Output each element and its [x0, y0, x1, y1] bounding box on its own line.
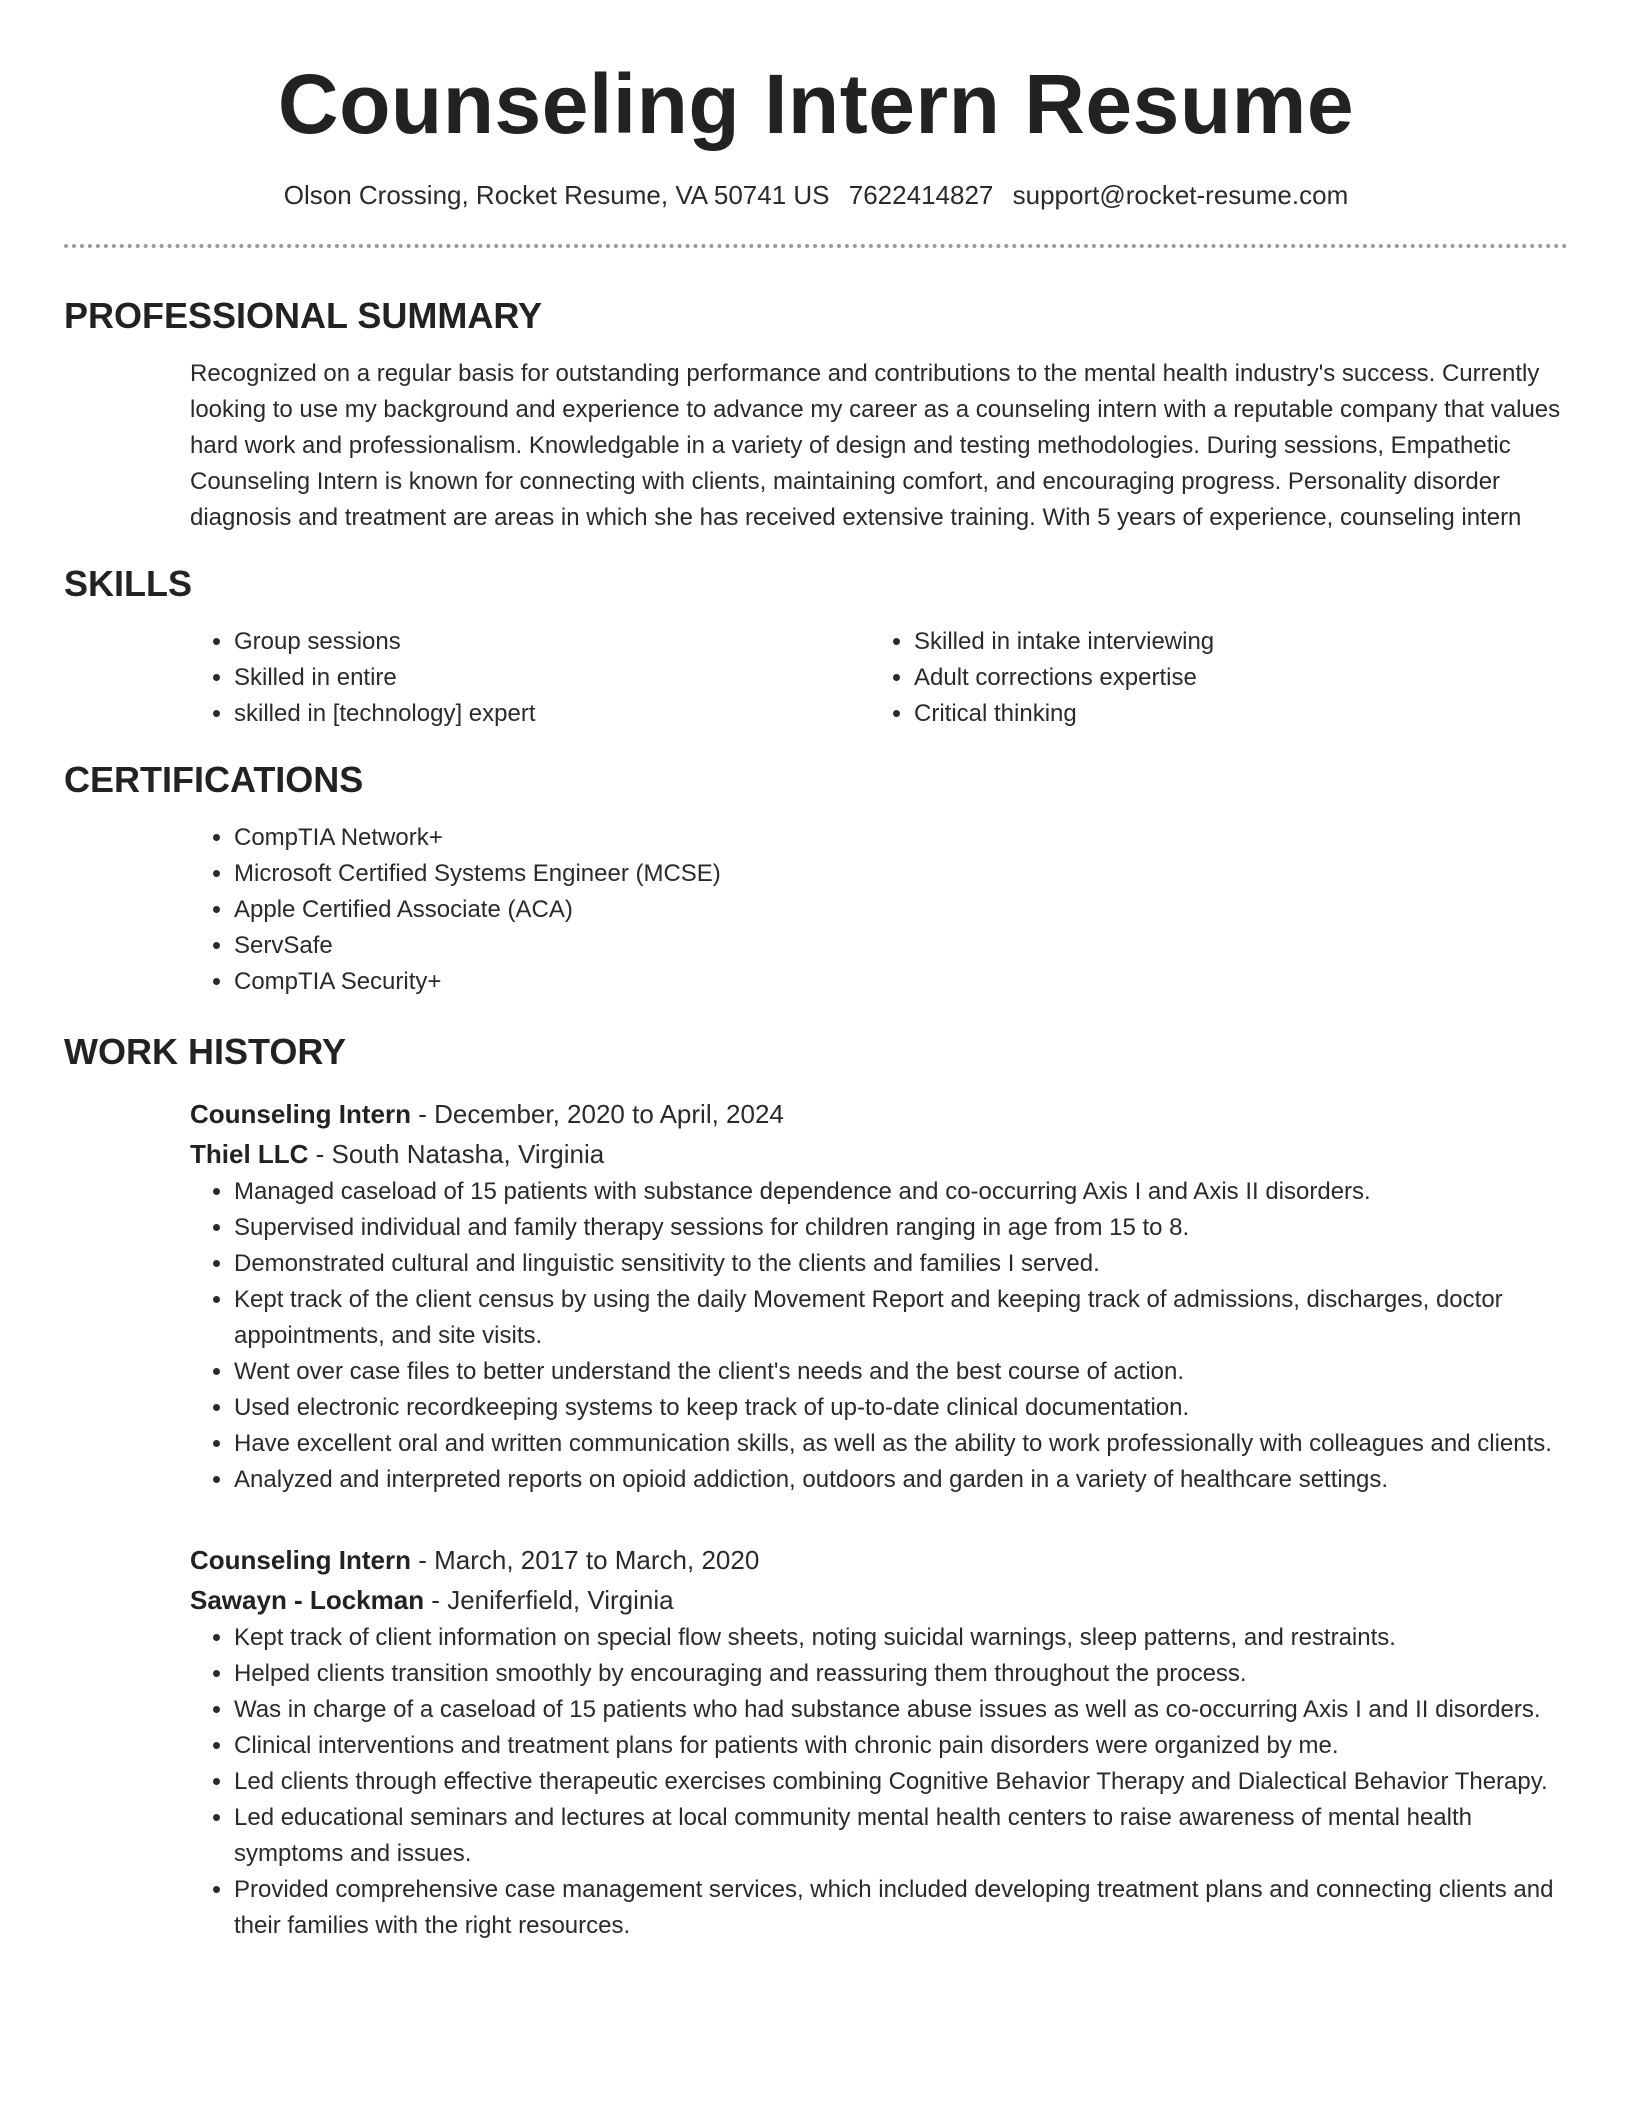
header-divider [64, 244, 1568, 248]
job-bullet: • Kept track of client information on special flow sheets, noting suicidal warnings, sleep patterns, and restraints. [234, 1620, 1568, 1656]
job-company: Thiel LLC [190, 1139, 309, 1169]
summary-heading: PROFESSIONAL SUMMARY [64, 295, 543, 336]
skill-item: • Skilled in intake interviewing [914, 624, 1550, 660]
job-bullet: • Have excellent oral and written communication skills, as well as the ability to work professionally with colleagues and clients. [234, 1426, 1568, 1462]
job-company-line: Sawayn - Lockman - Jeniferfield, Virginia [190, 1585, 674, 1615]
job-bullet: • Kept track of the client census by using the daily Movement Report and keeping track of admissions, discharges, doctor appointments, and site visits. [234, 1282, 1568, 1354]
job-company-line: Thiel LLC - South Natasha, Virginia [190, 1139, 605, 1169]
job-location: South Natasha, Virginia [331, 1139, 605, 1169]
skills-column-right [870, 624, 1550, 732]
certifications-section [64, 758, 1568, 1000]
work-history-section [64, 1030, 1568, 1944]
contact-address: Olson Crossing, Rocket Resume, VA 50741 US [283, 180, 830, 210]
certification-item: • CompTIA Security+ [234, 964, 1568, 1000]
job-bullet: • Analyzed and interpreted reports on opioid addiction, outdoors and garden in a variety of healthcare settings. [234, 1462, 1568, 1498]
contact-line [64, 178, 1568, 212]
job-dates: December, 2020 to April, 2024 [434, 1099, 784, 1129]
skills-section [64, 562, 1568, 732]
job-bullet: • Managed caseload of 15 patients with substance dependence and co-occurring Axis I and Axis II disorders. [234, 1174, 1568, 1210]
certifications-list [64, 820, 1568, 1000]
certification-item: • Apple Certified Associate (ACA) [234, 892, 1568, 928]
job-bullets [190, 1620, 1568, 1944]
certification-item: • Microsoft Certified Systems Engineer (MCSE) [234, 856, 1568, 892]
job-title-line: Counseling Intern - December, 2020 to April, 2024 [190, 1099, 784, 1129]
contact-email: support@rocket-resume.com [1012, 180, 1349, 210]
skills-grid [64, 624, 1568, 732]
job-bullets [190, 1174, 1568, 1498]
job-company: Sawayn - Lockman [190, 1585, 425, 1615]
work-history-heading: WORK HISTORY [64, 1031, 347, 1072]
skill-item: • Critical thinking [914, 696, 1550, 732]
job-bullet: • Provided comprehensive case management services, which included developing treatment plans and connecting clients and their families with the right resources. [234, 1872, 1568, 1944]
skills-heading: SKILLS [64, 563, 193, 604]
skill-item: • Skilled in entire [234, 660, 870, 696]
resume-title: Counseling Intern Resume [277, 57, 1355, 151]
job-bullet: • Was in charge of a caseload of 15 patients who had substance abuse issues as well as co-occurring Axis I and II disorders. [234, 1692, 1568, 1728]
job-bullet: • Clinical interventions and treatment plans for patients with chronic pain disorders were organized by me. [234, 1728, 1568, 1764]
job-bullet: • Went over case files to better understand the client's needs and the best course of action. [234, 1354, 1568, 1390]
job-bullet: • Led clients through effective therapeutic exercises combining Cognitive Behavior Therapy and Dialectical Behavior Therapy. [234, 1764, 1568, 1800]
summary-text: Recognized on a regular basis for outstanding performance and contributions to the mental health industry's success. Currently looking to use my background and experience to advance my career as a counseling intern with a reputable company that values hard work and professionalism. Knowledgable in a variety of design and testing methodologies. During sessions, Empathetic Counseling Intern is known for connecting with clients, maintaining comfort, and encouraging progress. Personality disorder diagnosis and treatment are areas in which she has received extensive training. With 5 years of experience, counseling intern [190, 360, 1561, 531]
skill-item: • Adult corrections expertise [914, 660, 1550, 696]
skill-item: • Group sessions [234, 624, 870, 660]
summary-section [64, 294, 1568, 536]
certifications-heading: CERTIFICATIONS [64, 759, 364, 800]
job-title: Counseling Intern [190, 1099, 411, 1129]
job-dates: March, 2017 to March, 2020 [434, 1545, 760, 1575]
job-entry [64, 1094, 1568, 1498]
job-bullet: • Supervised individual and family therapy sessions for children ranging in age from 15 to 8. [234, 1210, 1568, 1246]
job-bullet: • Helped clients transition smoothly by encouraging and reassuring them throughout the process. [234, 1656, 1568, 1692]
job-location: Jeniferfield, Virginia [447, 1585, 674, 1615]
contact-phone: 7622414827 [848, 180, 994, 210]
job-title: Counseling Intern [190, 1545, 411, 1575]
certification-item: • CompTIA Network+ [234, 820, 1568, 856]
job-bullet: • Demonstrated cultural and linguistic sensitivity to the clients and families I served. [234, 1246, 1568, 1282]
job-bullet: • Led educational seminars and lectures at local community mental health centers to raise awareness of mental health symptoms and issues. [234, 1800, 1568, 1872]
job-entry [64, 1540, 1568, 1944]
job-bullet: • Used electronic recordkeeping systems to keep track of up-to-date clinical documentation. [234, 1390, 1568, 1426]
job-title-line: Counseling Intern - March, 2017 to March, 2020 [190, 1545, 760, 1575]
certification-item: • ServSafe [234, 928, 1568, 964]
skills-column-left [190, 624, 870, 732]
skill-item: • skilled in [technology] expert [234, 696, 870, 732]
